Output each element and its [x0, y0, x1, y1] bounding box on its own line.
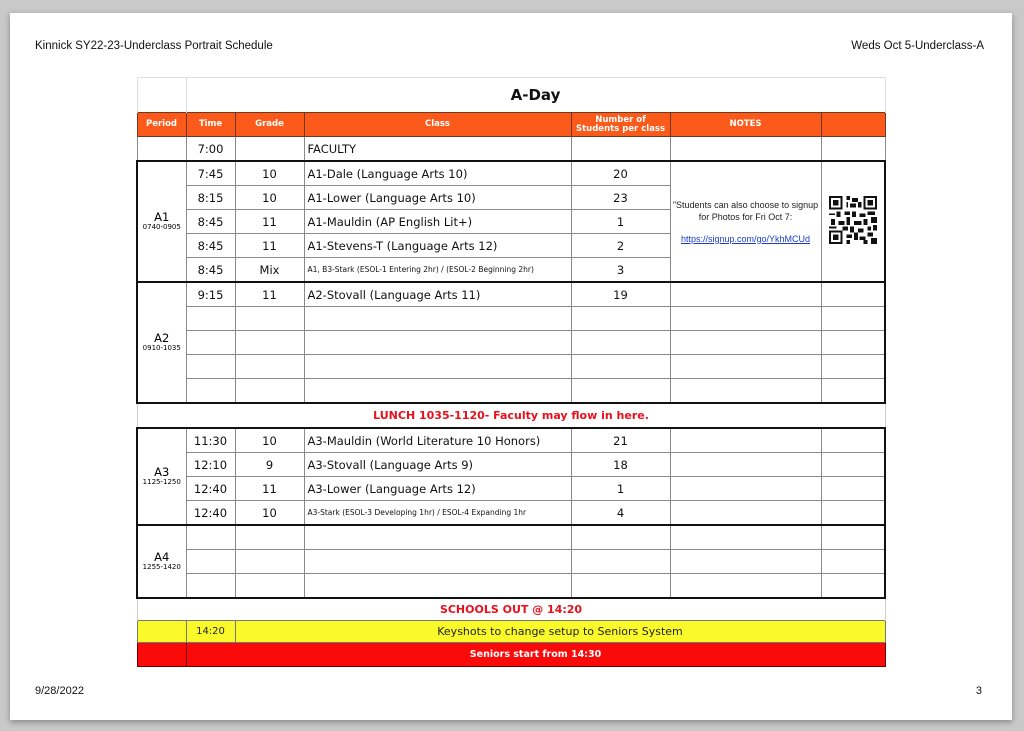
- row-extra: [821, 550, 885, 574]
- row-count: 23: [571, 186, 670, 210]
- row-class: [304, 379, 571, 404]
- lunch-banner: LUNCH 1035-1120- Faculty may flow in here.: [137, 403, 885, 428]
- seniors-row: [137, 643, 885, 667]
- row-notes: [670, 282, 821, 307]
- col-header-notes: NOTES: [670, 113, 821, 137]
- row-grade: [235, 331, 304, 355]
- table-row: [137, 355, 885, 379]
- row-grade: [235, 574, 304, 599]
- row-time: 9:15: [186, 282, 235, 307]
- period-group-a4: [137, 525, 885, 598]
- period-time-range: 1125-1250: [142, 478, 181, 486]
- keyshots-row: [137, 621, 885, 643]
- row-class: [304, 355, 571, 379]
- row-count: 3: [571, 258, 670, 283]
- seniors-blank: [137, 643, 186, 667]
- table-row: [137, 501, 885, 526]
- row-count: [571, 355, 670, 379]
- row-count: 18: [571, 453, 670, 477]
- row-class: A1-Lower (Language Arts 10): [304, 186, 571, 210]
- col-header-grade: Grade: [235, 113, 304, 137]
- row-class: [304, 525, 571, 550]
- period-label-a2: [137, 282, 186, 403]
- row-time: 8:45: [186, 234, 235, 258]
- row-notes: [670, 428, 821, 453]
- row-count: 1: [571, 210, 670, 234]
- col-header-number-line2: Students per class: [575, 123, 666, 134]
- table-row: [137, 379, 885, 404]
- row-grade: 10: [235, 186, 304, 210]
- footer-date: 9/28/2022: [35, 685, 84, 697]
- footer-page-number: 3: [975, 685, 982, 697]
- row-count: 1: [571, 477, 670, 501]
- period-label-a1: [137, 161, 186, 282]
- table-row: [137, 525, 885, 550]
- row-notes: [670, 477, 821, 501]
- period-name: A1: [154, 210, 170, 224]
- period-time-range: 0740-0905: [142, 223, 181, 231]
- table-row: [137, 550, 885, 574]
- period-name: A2: [154, 331, 170, 345]
- row-grade: 10: [235, 161, 304, 186]
- row-time: [186, 379, 235, 404]
- row-time: [186, 307, 235, 331]
- seniors-text: Seniors start from 14:30: [186, 643, 885, 667]
- row-count: 4: [571, 501, 670, 526]
- col-header-class: Class: [304, 113, 571, 137]
- schedule-table: [136, 77, 886, 667]
- period-label-a3: [137, 428, 186, 525]
- faculty-row: [137, 137, 885, 162]
- row-notes: [670, 525, 821, 550]
- row-extra: [821, 331, 885, 355]
- row-grade: 9: [235, 453, 304, 477]
- row-time: [186, 355, 235, 379]
- row-class: A3-Stovall (Language Arts 9): [304, 453, 571, 477]
- page-header-subtitle: Weds Oct 5-Underclass-A: [851, 40, 984, 52]
- faculty-count: [571, 137, 670, 162]
- row-time: [186, 331, 235, 355]
- row-time: 12:10: [186, 453, 235, 477]
- row-count: [571, 574, 670, 599]
- row-notes: [670, 453, 821, 477]
- col-header-number: [571, 113, 670, 137]
- row-time: [186, 525, 235, 550]
- row-extra: [821, 574, 885, 599]
- row-count: [571, 525, 670, 550]
- row-class: A1, B3-Stark (ESOL-1 Entering 2hr) / (ESOL-2 Beginning 2hr): [304, 258, 571, 283]
- page-header-title: Kinnick SY22-23-Underclass Portrait Schedule: [35, 40, 273, 52]
- faculty-class: FACULTY: [304, 137, 571, 162]
- row-extra: [821, 525, 885, 550]
- schedule-sheet: [136, 77, 884, 667]
- row-class: A1-Dale (Language Arts 10): [304, 161, 571, 186]
- keyshots-time: 14:20: [186, 621, 235, 643]
- period-group-a1: [137, 161, 885, 282]
- row-extra: [821, 379, 885, 404]
- row-grade: [235, 550, 304, 574]
- keyshots-text: Keyshots to change setup to Seniors System: [235, 621, 885, 643]
- qr-code-icon: [829, 196, 877, 244]
- faculty-notes: [670, 137, 821, 162]
- period-name: A4: [154, 550, 170, 564]
- row-count: [571, 379, 670, 404]
- sheet-title: A-Day: [186, 78, 885, 113]
- period-time-range: 1255-1420: [142, 563, 181, 571]
- qr-cell: [821, 161, 885, 282]
- schools-out-row: [137, 598, 885, 621]
- row-extra: [821, 428, 885, 453]
- col-header-period: Period: [137, 113, 186, 137]
- row-notes: [670, 574, 821, 599]
- row-notes: [670, 501, 821, 526]
- row-grade: Mix: [235, 258, 304, 283]
- table-row: [137, 453, 885, 477]
- row-notes: [670, 307, 821, 331]
- table-row: [137, 574, 885, 599]
- row-time: 8:45: [186, 210, 235, 234]
- period-group-a2: [137, 282, 885, 403]
- row-extra: [821, 477, 885, 501]
- faculty-time: 7:00: [186, 137, 235, 162]
- document-page: [10, 13, 1012, 720]
- notes-cell: [670, 161, 821, 282]
- row-time: 7:45: [186, 161, 235, 186]
- row-grade: 10: [235, 428, 304, 453]
- row-count: 2: [571, 234, 670, 258]
- signup-link[interactable]: https://signup.com/go/YkhMCUd: [680, 233, 811, 244]
- title-blank-cell: [137, 78, 186, 113]
- faculty-extra: [821, 137, 885, 162]
- period-name: A3: [154, 465, 170, 479]
- row-class: A3-Lower (Language Arts 12): [304, 477, 571, 501]
- row-grade: 10: [235, 501, 304, 526]
- col-header-time: Time: [186, 113, 235, 137]
- row-class: A3-Stark (ESOL-3 Developing 1hr) / ESOL-4 Expanding 1hr: [304, 501, 571, 526]
- row-grade: 11: [235, 234, 304, 258]
- column-header-row: [137, 113, 885, 137]
- row-time: 11:30: [186, 428, 235, 453]
- table-row: [137, 307, 885, 331]
- row-time: 12:40: [186, 501, 235, 526]
- period-label-a4: [137, 525, 186, 598]
- table-row: [137, 161, 885, 186]
- row-count: 20: [571, 161, 670, 186]
- row-count: [571, 331, 670, 355]
- keyshots-blank: [137, 621, 186, 643]
- row-grade: [235, 355, 304, 379]
- row-extra: [821, 307, 885, 331]
- row-notes: [670, 379, 821, 404]
- col-header-blank: [821, 113, 885, 137]
- row-time: 8:15: [186, 186, 235, 210]
- period-time-range: 0910-1035: [142, 344, 181, 352]
- table-row: [137, 331, 885, 355]
- schools-out-banner: SCHOOLS OUT @ 14:20: [137, 598, 885, 621]
- title-row: [137, 78, 885, 113]
- row-time: 8:45: [186, 258, 235, 283]
- row-notes: [670, 550, 821, 574]
- row-notes: [670, 331, 821, 355]
- period-group-a3: [137, 428, 885, 525]
- faculty-grade: [235, 137, 304, 162]
- row-grade: [235, 307, 304, 331]
- row-class: A1-Stevens-T (Language Arts 12): [304, 234, 571, 258]
- row-grade: 11: [235, 477, 304, 501]
- row-class: [304, 550, 571, 574]
- row-grade: 11: [235, 282, 304, 307]
- row-extra: [821, 453, 885, 477]
- table-row: [137, 282, 885, 307]
- row-count: 21: [571, 428, 670, 453]
- row-class: [304, 331, 571, 355]
- row-class: [304, 307, 571, 331]
- row-extra: [821, 355, 885, 379]
- row-grade: [235, 525, 304, 550]
- row-class: A1-Mauldin (AP English Lit+): [304, 210, 571, 234]
- row-grade: 11: [235, 210, 304, 234]
- table-row: [137, 428, 885, 453]
- row-count: [571, 550, 670, 574]
- row-class: [304, 574, 571, 599]
- faculty-period-cell: [137, 137, 186, 162]
- row-time: [186, 550, 235, 574]
- row-notes: [670, 355, 821, 379]
- notes-text: "Students can also choose to signup for Photos for Fri Oct 7:: [672, 199, 819, 222]
- lunch-banner-row: [137, 403, 885, 428]
- row-time: [186, 574, 235, 599]
- row-extra: [821, 501, 885, 526]
- col-header-number-line1: Number of: [595, 114, 646, 125]
- row-count: [571, 307, 670, 331]
- row-time: 12:40: [186, 477, 235, 501]
- row-class: A3-Mauldin (World Literature 10 Honors): [304, 428, 571, 453]
- row-class: A2-Stovall (Language Arts 11): [304, 282, 571, 307]
- row-count: 19: [571, 282, 670, 307]
- row-grade: [235, 379, 304, 404]
- table-row: [137, 477, 885, 501]
- row-extra: [821, 282, 885, 307]
